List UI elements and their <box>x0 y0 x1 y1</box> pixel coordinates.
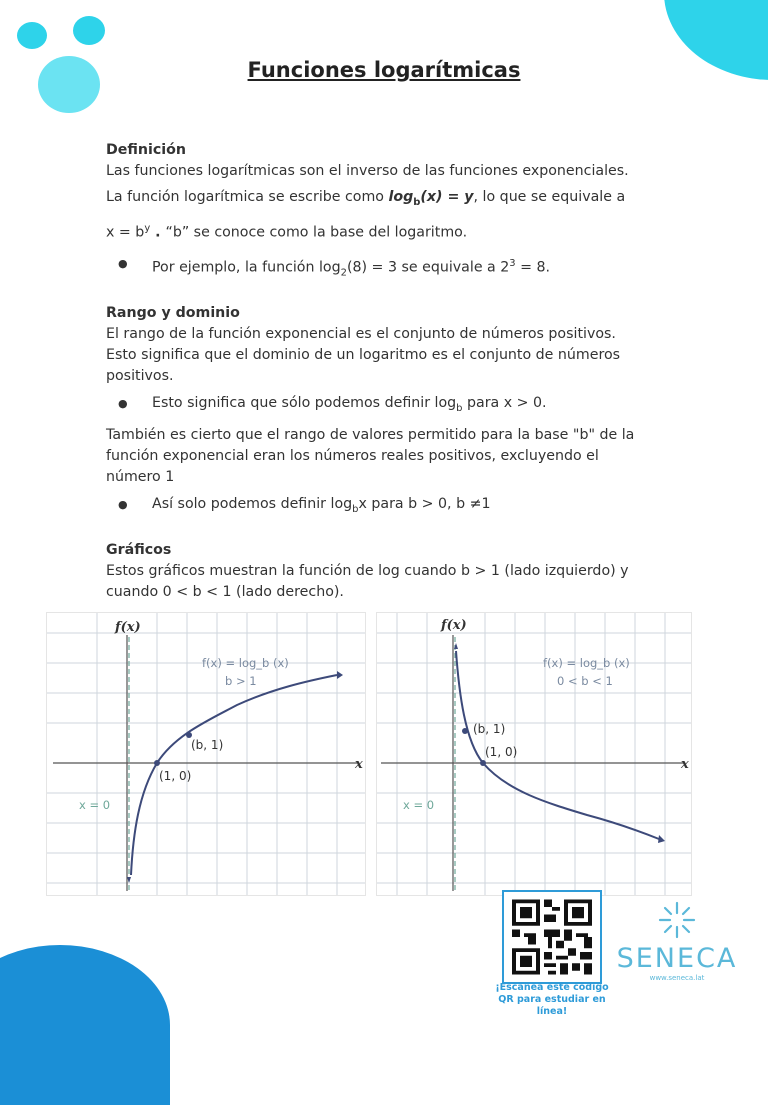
definicion-line-3 <box>106 218 646 244</box>
point-b-1 <box>462 728 468 734</box>
text-fragment: Por ejemplo, la función log <box>152 259 341 276</box>
graph-log-b-between-0-1 <box>376 612 692 896</box>
x-axis-label: x <box>681 757 689 772</box>
text-fragment: (x) = y <box>420 189 474 205</box>
text-fragment: para x > 0. <box>462 395 547 412</box>
qr-code-icon <box>504 892 600 982</box>
graph-log-b-greater-1 <box>46 612 366 896</box>
definicion-line-1: Las funciones logarítmicas son el inverso de las funciones exponenciales. <box>106 163 629 179</box>
brand-logo <box>612 900 742 982</box>
text-fragment: “b” se conoce como la base del logaritmo. <box>165 224 468 241</box>
curve-arrow <box>658 835 665 843</box>
brand-url[interactable]: www.seneca.lat <box>649 974 705 982</box>
bullet-item <box>106 253 646 284</box>
bullet-item <box>106 393 646 419</box>
point-b-1-label: (b, 1) <box>191 738 224 752</box>
text-fragment: 3 <box>509 257 516 269</box>
text-fragment: . <box>150 224 166 241</box>
text-fragment: Así solo podemos definir log <box>152 495 353 512</box>
graficos-paragraph: Estos gráficos muestran la función de log cuando b > 1 (lado izquierdo) y cuando 0 < b < 1 (lado derecho). <box>106 562 629 600</box>
point-1-0-label: (1, 0) <box>159 769 192 783</box>
decor-dot-small-1 <box>17 22 47 49</box>
page-title: Funciones logarítmicas <box>247 58 521 82</box>
graph-right-svg <box>377 613 691 895</box>
section-heading-definicion: Definición <box>106 142 186 158</box>
point-1-0-label: (1, 0) <box>485 745 518 759</box>
x-axis-label: x <box>355 757 363 772</box>
text-fragment: y <box>144 222 151 234</box>
y-axis-label: f(x) <box>441 618 467 633</box>
text-fragment: = 8. <box>515 259 551 276</box>
text-fragment: La función logarítmica se escribe como <box>106 189 389 205</box>
text-fragment: 2 <box>340 267 347 279</box>
grid-lines <box>377 613 691 895</box>
condition-label: 0 < b < 1 <box>557 674 613 688</box>
text-fragment: x para b > 0, b ≠1 <box>358 495 491 512</box>
formula-label: f(x) = log_b (x) <box>202 656 289 670</box>
text-fragment: log <box>388 189 414 205</box>
curve-arrow <box>337 671 343 679</box>
qr-code[interactable] <box>502 890 602 984</box>
rango-paragraph-2: También es cierto que el rango de valores permitido para la base "b" de la función exponencial eran los números reales positivos, excluyendo el número 1 <box>106 426 635 485</box>
text-fragment: , lo que se equivale a <box>473 189 626 205</box>
y-axis-label: f(x) <box>115 620 141 635</box>
graph-left-svg <box>47 613 365 895</box>
formula-label: f(x) = log_b (x) <box>543 656 630 670</box>
definicion-line-2 <box>106 187 646 213</box>
text-fragment: Esto significa que sólo podemos definir log <box>152 395 457 412</box>
point-1-0 <box>480 760 486 766</box>
point-b-1-label: (b, 1) <box>473 722 506 736</box>
decor-corner-bottom-left <box>0 945 170 1105</box>
bullet-item <box>106 494 646 520</box>
section-heading-rango: Rango y dominio <box>106 305 240 322</box>
document-body <box>106 140 646 603</box>
asymptote-label: x = 0 <box>79 798 111 812</box>
seneca-spark-icon <box>657 900 697 940</box>
text-fragment: x = b <box>106 224 145 241</box>
condition-label: b > 1 <box>225 674 257 688</box>
point-1-0 <box>154 760 160 766</box>
qr-caption: ¡Escanea este código QR para estudiar en línea! <box>495 982 609 1017</box>
text-fragment: b <box>413 196 421 208</box>
section-heading-graficos: Gráficos <box>106 541 172 558</box>
asymptote-label: x = 0 <box>403 798 435 812</box>
decor-dot-small-2 <box>73 16 105 45</box>
rango-paragraph-1: El rango de la función exponencial es el conjunto de números positivos. Esto significa que el dominio de un logaritmo es el conjunto de números positivos. <box>106 326 621 385</box>
text-fragment: b <box>352 503 359 515</box>
text-fragment: b <box>456 402 463 414</box>
text-fragment: (8) = 3 se equivale a 2 <box>346 259 510 276</box>
brand-name: SENECA <box>616 943 738 974</box>
